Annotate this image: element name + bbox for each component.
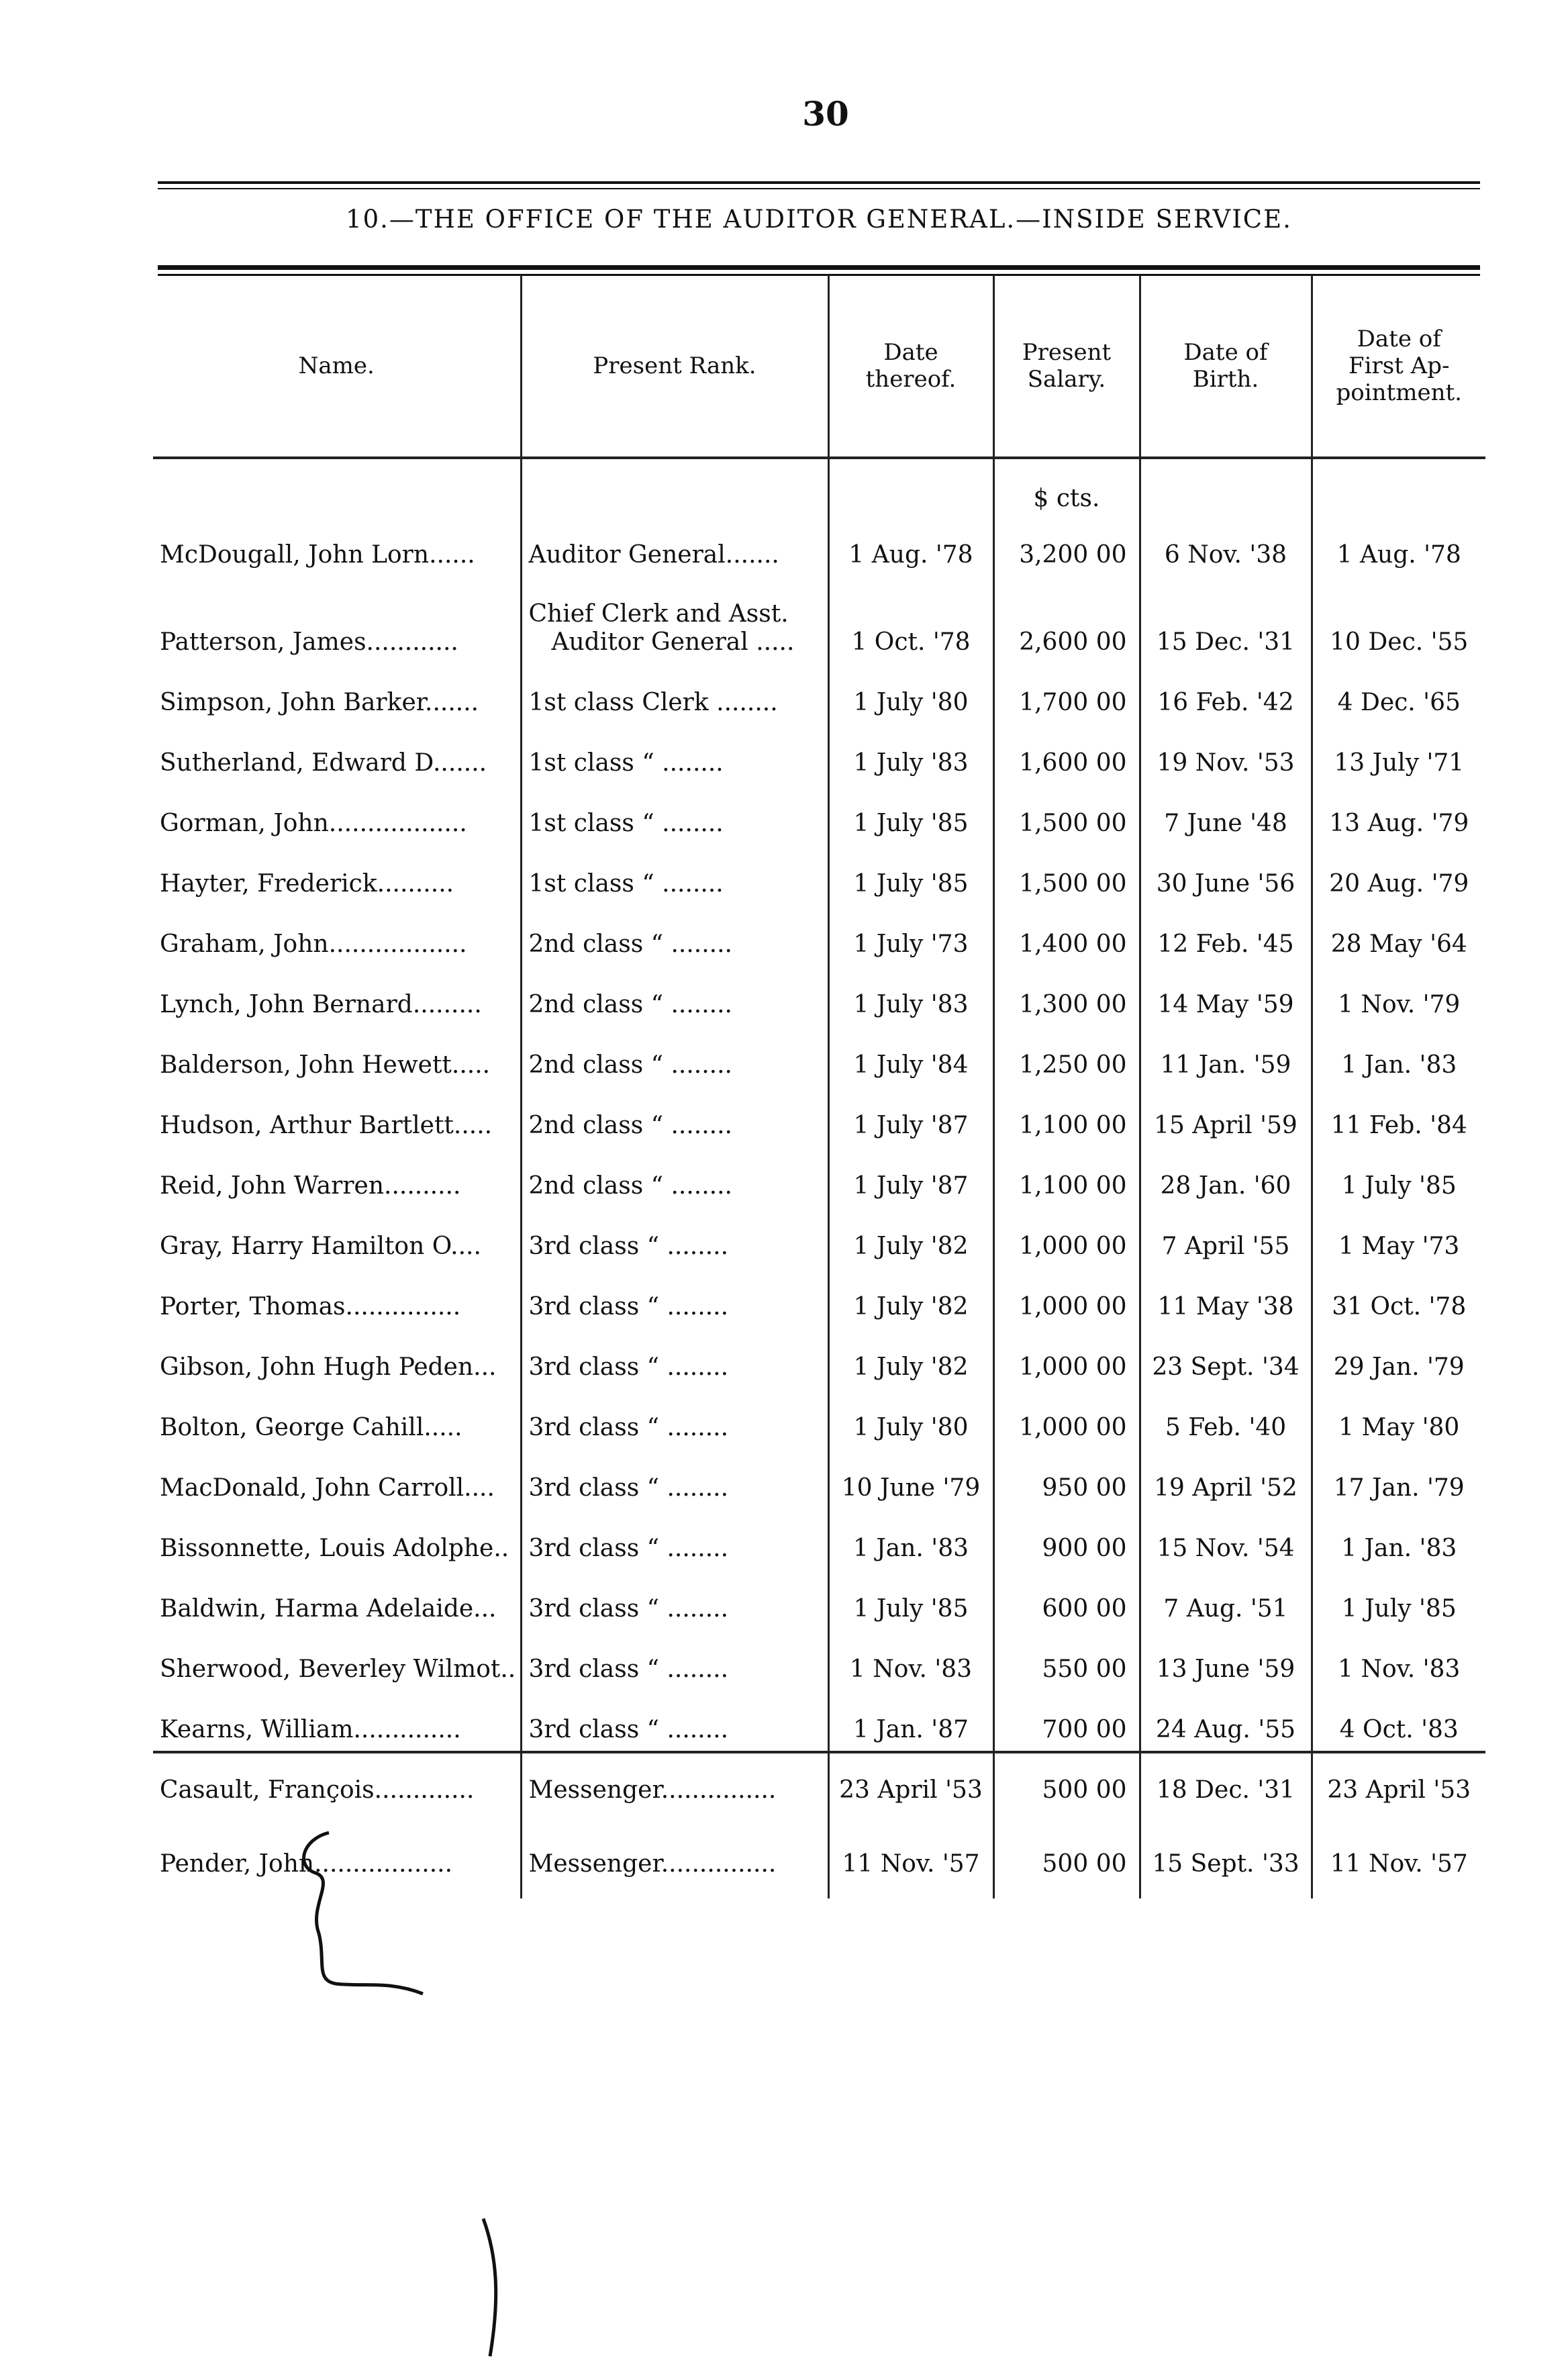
cell-salary: 900 00 (993, 1509, 1140, 1570)
staff-table-wrap (153, 275, 1485, 1898)
cell-rank (521, 724, 828, 784)
cell-date-thereof: 10 June '79 (828, 1449, 993, 1509)
rank-line: 1st class “ ........ (528, 870, 724, 898)
cell-name: Hayter, Frederick.......... (153, 845, 521, 905)
cell-rank (521, 1449, 828, 1509)
rank-line: 3rd class “ ........ (528, 1293, 729, 1320)
cell-birth: 6 Nov. '38 (1140, 516, 1312, 576)
ink-stroke-mark (470, 2215, 510, 2363)
table-row (153, 1388, 1485, 1449)
cell-name: Graham, John.................. (153, 905, 521, 965)
cell-date-thereof: 1 Aug. '78 (828, 516, 993, 576)
header-line: Birth. (1192, 366, 1259, 393)
staff-table (153, 275, 1485, 1898)
rank-line: 2nd class “ ........ (528, 930, 733, 958)
cell-date-thereof: 1 July '87 (828, 1147, 993, 1207)
cell-name: Casault, François............. (153, 1751, 521, 1811)
rank-line: 2nd class “ ........ (528, 991, 733, 1018)
cell-rank (521, 1811, 828, 1898)
ink-scribble-mark (289, 1826, 436, 2000)
cell-first-appointment: 4 Dec. '65 (1337, 689, 1461, 716)
cell-date-thereof: 1 July '85 (828, 784, 993, 845)
table-row (153, 784, 1485, 845)
cell-name: Porter, Thomas............... (153, 1267, 521, 1328)
cell-name: Gorman, John.................. (153, 784, 521, 845)
cell-date-thereof: 1 July '83 (828, 965, 993, 1026)
table-row (153, 724, 1485, 784)
header-line: Present (1022, 339, 1112, 366)
header-line: Date (883, 339, 938, 366)
cell-birth: 15 Dec. '31 (1140, 576, 1312, 663)
cell-rank (521, 663, 828, 724)
cell-salary: 1,500 00 (993, 845, 1140, 905)
cell-first-appointment: 1 May '80 (1338, 1414, 1460, 1441)
table-row (153, 1630, 1485, 1690)
cell-rank (521, 784, 828, 845)
cell-salary: 1,100 00 (993, 1147, 1140, 1207)
cell-salary: 550 00 (993, 1630, 1140, 1690)
cell-salary: 1,600 00 (993, 724, 1140, 784)
cell-salary: 1,000 00 (993, 1388, 1140, 1449)
cell-birth: 11 May '38 (1140, 1267, 1312, 1328)
rank-line: 3rd class “ ........ (528, 1474, 729, 1502)
cell-date-thereof: 1 July '85 (828, 845, 993, 905)
header-line: pointment. (1336, 379, 1462, 406)
table-row (153, 1267, 1485, 1328)
cell-rank (521, 845, 828, 905)
cell-rank (521, 1026, 828, 1086)
cell-salary: 2,600 00 (993, 576, 1140, 663)
cell-first-appointment: 28 May '64 (1330, 930, 1467, 958)
cell-date-thereof: 1 Nov. '83 (828, 1630, 993, 1690)
cell-birth: 30 June '56 (1140, 845, 1312, 905)
table-row (153, 576, 1485, 663)
cell-first-appointment: 1 July '85 (1341, 1595, 1457, 1623)
rank-line: Messenger............... (528, 1850, 777, 1878)
cell-birth: 7 April '55 (1140, 1207, 1312, 1267)
cell-birth: 15 Nov. '54 (1140, 1509, 1312, 1570)
rank-line: Chief Clerk and Asst. (528, 600, 789, 628)
cell-first-appointment: 10 Dec. '55 (1330, 628, 1469, 656)
table-row (153, 1086, 1485, 1147)
column-header-first-appointment (1312, 275, 1485, 458)
cell-rank (521, 1570, 828, 1630)
top-rule (158, 181, 1480, 184)
cell-name: McDougall, John Lorn...... (153, 516, 521, 576)
table-row (153, 845, 1485, 905)
cell-name: Bissonnette, Louis Adolphe.. (153, 1509, 521, 1570)
cell-birth: 13 June '59 (1140, 1630, 1312, 1690)
cell-name: Balderson, John Hewett..... (153, 1026, 521, 1086)
cell-salary: 1,500 00 (993, 784, 1140, 845)
table-row (153, 1570, 1485, 1630)
cell-birth: 23 Sept. '34 (1140, 1328, 1312, 1388)
rank-line: 2nd class “ ........ (528, 1112, 733, 1139)
column-header-rank: Present Rank. (521, 275, 828, 458)
cell-first-appointment: 31 Oct. '78 (1332, 1293, 1467, 1320)
cell-rank (521, 576, 828, 663)
cell-salary: 500 00 (993, 1811, 1140, 1898)
cell-first-appointment: 13 July '71 (1334, 749, 1465, 777)
cell-date-thereof: 1 July '73 (828, 905, 993, 965)
table-row (153, 1449, 1485, 1509)
rank-line: 3rd class “ ........ (528, 1233, 729, 1260)
cell-salary: 1,700 00 (993, 663, 1140, 724)
cell-rank (521, 905, 828, 965)
cell-name: Baldwin, Harma Adelaide... (153, 1570, 521, 1630)
cell-date-thereof: 11 Nov. '57 (828, 1811, 993, 1898)
cell-name: Pender, John.................. (153, 1811, 521, 1898)
cell-birth: 12 Feb. '45 (1140, 905, 1312, 965)
rank-line: 3rd class “ ........ (528, 1535, 729, 1562)
cell-date-thereof: 23 April '53 (828, 1751, 993, 1811)
title-rule-thick (158, 265, 1480, 270)
table-row (153, 1328, 1485, 1388)
cell-first-appointment: 13 Aug. '79 (1329, 810, 1469, 837)
rank-line: 3rd class “ ........ (528, 1655, 729, 1683)
cell-salary: 950 00 (993, 1449, 1140, 1509)
cell-salary: 500 00 (993, 1751, 1140, 1811)
cell-first-appointment: 11 Feb. '84 (1330, 1112, 1467, 1139)
rank-line: 3rd class “ ........ (528, 1353, 729, 1381)
cell-rank (521, 1751, 828, 1811)
cell-birth: 19 April '52 (1140, 1449, 1312, 1509)
cell-rank (521, 1086, 828, 1147)
cell-birth: 5 Feb. '40 (1140, 1388, 1312, 1449)
table-row (153, 965, 1485, 1026)
cell-salary: 1,000 00 (993, 1267, 1140, 1328)
cell-birth: 24 Aug. '55 (1140, 1690, 1312, 1751)
cell-date-thereof: 1 July '80 (828, 663, 993, 724)
cell-birth: 19 Nov. '53 (1140, 724, 1312, 784)
rank-line: 1st class “ ........ (528, 810, 724, 837)
cell-date-thereof: 1 July '83 (828, 724, 993, 784)
cell-name: Gibson, John Hugh Peden... (153, 1328, 521, 1388)
cell-first-appointment: 23 April '53 (1327, 1776, 1471, 1804)
cell-rank (521, 1267, 828, 1328)
rank-line: 2nd class “ ........ (528, 1051, 733, 1079)
cell-name: Kearns, William.............. (153, 1690, 521, 1751)
table-row (153, 1147, 1485, 1207)
cell-rank (521, 1147, 828, 1207)
rank-line: Messenger............... (528, 1776, 777, 1804)
table-row (153, 1690, 1485, 1751)
cell-birth: 16 Feb. '42 (1140, 663, 1312, 724)
header-line: First Ap- (1349, 352, 1450, 379)
cell-rank (521, 1509, 828, 1570)
cell-first-appointment: 17 Jan. '79 (1333, 1474, 1465, 1502)
cell-birth: 15 April '59 (1140, 1086, 1312, 1147)
cell-date-thereof: 1 July '85 (828, 1570, 993, 1630)
cell-rank (521, 516, 828, 576)
bottom-rule (153, 1751, 1485, 1753)
column-header-date-thereof (828, 275, 993, 458)
table-row (153, 905, 1485, 965)
salary-units: $ cts. (993, 458, 1140, 516)
cell-salary: 600 00 (993, 1570, 1140, 1630)
cell-name: Reid, John Warren.......... (153, 1147, 521, 1207)
cell-salary: 700 00 (993, 1690, 1140, 1751)
cell-date-thereof: 1 July '82 (828, 1267, 993, 1328)
cell-first-appointment: 1 Jan. '83 (1341, 1051, 1457, 1079)
table-row (153, 1207, 1485, 1267)
cell-salary: 3,200 00 (993, 516, 1140, 576)
cell-first-appointment: 1 Nov. '83 (1338, 1655, 1461, 1683)
table-row (153, 1509, 1485, 1570)
cell-birth: 15 Sept. '33 (1140, 1811, 1312, 1898)
cell-first-appointment: 1 Jan. '83 (1341, 1535, 1457, 1562)
section-title: 10.—THE OFFICE OF THE AUDITOR GENERAL.—INSIDE SERVICE. (346, 205, 1292, 234)
cell-first-appointment: 11 Nov. '57 (1330, 1850, 1468, 1878)
cell-salary: 1,400 00 (993, 905, 1140, 965)
rank-line: 2nd class “ ........ (528, 1172, 733, 1200)
cell-birth: 18 Dec. '31 (1140, 1751, 1312, 1811)
cell-salary: 1,000 00 (993, 1328, 1140, 1388)
table-body (153, 458, 1485, 1898)
header-row (153, 275, 1485, 458)
cell-first-appointment: 1 July '85 (1341, 1172, 1457, 1200)
cell-first-appointment: 1 Aug. '78 (1336, 541, 1461, 569)
rank-line: 3rd class “ ........ (528, 1716, 729, 1743)
cell-date-thereof: 1 Jan. '83 (828, 1509, 993, 1570)
table-row (153, 516, 1485, 576)
rank-line: 1st class Clerk ........ (528, 689, 778, 716)
cell-name: MacDonald, John Carroll.... (153, 1449, 521, 1509)
top-rule-thin (158, 188, 1480, 189)
cell-rank (521, 1328, 828, 1388)
cell-name: Sutherland, Edward D....... (153, 724, 521, 784)
cell-first-appointment: 20 Aug. '79 (1329, 870, 1469, 898)
cell-salary: 1,000 00 (993, 1207, 1140, 1267)
cell-name: Sherwood, Beverley Wilmot.. (153, 1630, 521, 1690)
cell-date-thereof: 1 Oct. '78 (828, 576, 993, 663)
header-line: thereof. (865, 366, 957, 393)
cell-date-thereof: 1 July '80 (828, 1388, 993, 1449)
cell-salary: 1,100 00 (993, 1086, 1140, 1147)
cell-date-thereof: 1 July '87 (828, 1086, 993, 1147)
header-line: Date of (1357, 326, 1441, 352)
units-row (153, 458, 1485, 516)
cell-rank (521, 1630, 828, 1690)
rank-line: 1st class “ ........ (528, 749, 724, 777)
cell-name: Simpson, John Barker....... (153, 663, 521, 724)
column-header-salary (993, 275, 1140, 458)
rank-line: Auditor General ..... (551, 628, 795, 656)
table-row (153, 1026, 1485, 1086)
cell-salary: 1,300 00 (993, 965, 1140, 1026)
rank-line: 3rd class “ ........ (528, 1414, 729, 1441)
cell-name: Lynch, John Bernard......... (153, 965, 521, 1026)
cell-date-thereof: 1 July '84 (828, 1026, 993, 1086)
column-header-name: Name. (153, 275, 521, 458)
cell-date-thereof: 1 July '82 (828, 1328, 993, 1388)
cell-name: Patterson, James............ (153, 576, 521, 663)
column-header-birth (1140, 275, 1312, 458)
cell-name: Bolton, George Cahill..... (153, 1388, 521, 1449)
cell-birth: 11 Jan. '59 (1140, 1026, 1312, 1086)
cell-first-appointment: 29 Jan. '79 (1333, 1353, 1465, 1381)
header-line: Date of (1183, 339, 1268, 366)
rank-line: 3rd class “ ........ (528, 1595, 729, 1623)
cell-date-thereof: 1 July '82 (828, 1207, 993, 1267)
cell-name: Hudson, Arthur Bartlett..... (153, 1086, 521, 1147)
cell-first-appointment: 1 May '73 (1338, 1233, 1460, 1260)
cell-birth: 14 May '59 (1140, 965, 1312, 1026)
cell-salary: 1,250 00 (993, 1026, 1140, 1086)
page-number: 30 (802, 94, 849, 134)
cell-rank (521, 1207, 828, 1267)
cell-birth: 28 Jan. '60 (1140, 1147, 1312, 1207)
cell-first-appointment: 4 Oct. '83 (1339, 1716, 1459, 1743)
cell-rank (521, 1690, 828, 1751)
cell-rank (521, 965, 828, 1026)
cell-birth: 7 Aug. '51 (1140, 1570, 1312, 1630)
cell-name: Gray, Harry Hamilton O.... (153, 1207, 521, 1267)
cell-first-appointment: 1 Nov. '79 (1338, 991, 1461, 1018)
header-line: Salary. (1027, 366, 1106, 393)
rank-line: Auditor General....... (528, 541, 779, 569)
cell-rank (521, 1388, 828, 1449)
cell-date-thereof: 1 Jan. '87 (828, 1690, 993, 1751)
table-row (153, 663, 1485, 724)
cell-birth: 7 June '48 (1140, 784, 1312, 845)
table-row (153, 1751, 1485, 1811)
